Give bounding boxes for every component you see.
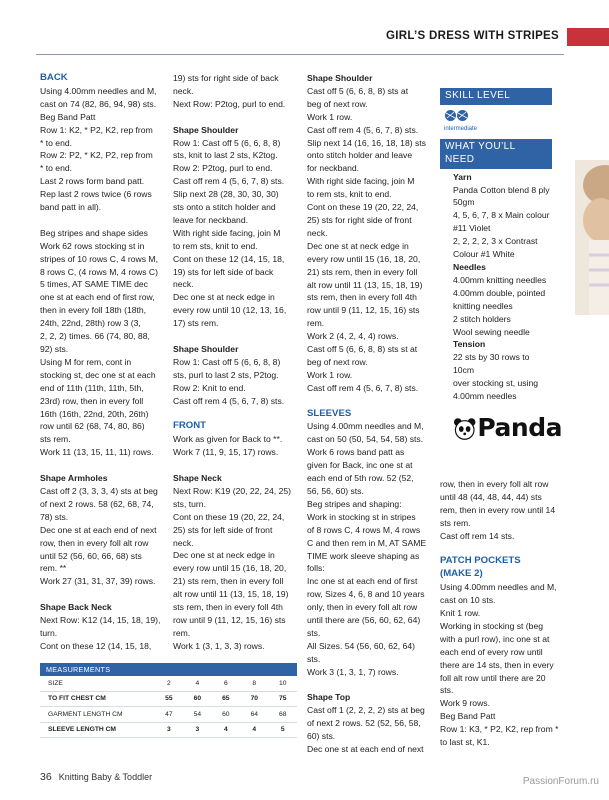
panda-logo-text: Panda: [477, 413, 562, 443]
text-line: sts, knit to last 2 sts, K2tog.: [173, 150, 278, 161]
text-line: 92) sts.: [40, 344, 69, 355]
text-line: Row 1: Cast off 5 (6, 6, 8, 8): [173, 137, 281, 148]
text-line: Work 27 (31, 31, 37, 39) rows.: [40, 576, 156, 587]
text-line: Work 62 rows stocking st in: [40, 240, 145, 251]
text-line: beg of next row.: [307, 98, 368, 109]
text-line: neck.: [173, 85, 194, 96]
text-line: 56, 56, 60) sts.: [307, 485, 364, 496]
text-line: rem, then in every row until 14: [440, 504, 556, 515]
text-line: over stocking st, using: [453, 378, 539, 389]
text-line: then in every foll 18th (18th,: [40, 305, 147, 316]
text-line: Cont on these 19 (20, 22, 24,: [307, 202, 419, 213]
text-line: Working in stocking st (beg: [440, 620, 544, 631]
page-number: 36: [40, 771, 52, 783]
skill-level-indicator: [440, 109, 552, 136]
text-line: 25) sts for left side of front: [173, 524, 273, 535]
text-line: 19) sts for left side of back: [173, 266, 274, 277]
yarn-ball-icon: [444, 109, 470, 122]
text-line: 16th (16th, 22nd, 20th, 26th): [40, 408, 149, 419]
text-line: Next Row: K12 (14, 15, 18, 19),: [40, 615, 161, 626]
text-line: Using 4.00mm needles and M,: [440, 582, 557, 593]
text-line: Cast off 1 (2, 2, 2, 2) sts at beg: [307, 705, 425, 716]
text-line: row, then in every foll alt row: [40, 537, 149, 548]
text-line: Colour #1 White: [453, 249, 515, 260]
text-line: each end of 5th row. 52 (52,: [307, 473, 414, 484]
text-line: 2 stitch holders: [453, 313, 511, 324]
text-line: row until 9 (11, 12, 15, 16) sts: [307, 305, 420, 316]
table-cell: 64: [250, 710, 259, 718]
text-line: Slip next 14 (16, 16, 18, 18) sts: [307, 137, 426, 148]
text-line: C and then rem in M, AT SAME: [307, 537, 427, 548]
text-line: alt row until 11 (13, 15, 18, 19): [307, 279, 423, 290]
text-line: rem. **: [40, 563, 67, 574]
header-accent-block: [567, 28, 609, 46]
subsection-heading: Shape Armholes: [40, 473, 108, 484]
text-line: until 52 (56, 60, 66, 68) sts: [40, 550, 142, 561]
text-line: Cont on these 12 (14, 15, 18,: [173, 253, 285, 264]
text-line: stripes of 10 rows C, 4 rows M,: [40, 253, 158, 264]
text-line: 22 sts by 30 rows to 10cm: [453, 352, 530, 376]
line-gap: [40, 214, 167, 227]
text-line: Cast off 5 (6, 6, 8, 8) sts at: [307, 85, 409, 96]
text-line: 60) sts.: [307, 731, 336, 742]
text-line: * to end.: [40, 163, 73, 174]
text-line: for neckband.: [307, 163, 360, 174]
subsection-heading: Shape Back Neck: [40, 602, 112, 613]
text-line: sts rem, then in every foll 4th: [173, 602, 283, 613]
row-label: TO FIT CHEST CM: [48, 695, 106, 703]
text-line: sts.: [307, 653, 321, 664]
line-gap: [307, 395, 433, 408]
text-line: to last st, K1.: [440, 737, 490, 748]
text-line: Dec one st at neck edge in: [173, 292, 275, 303]
line-gap: [40, 588, 167, 601]
table-cell: 4: [223, 726, 228, 734]
text-line: Cast off rem 4 (5, 6, 7, 8) sts.: [307, 124, 419, 135]
text-line: Cont on these 19 (20, 22, 24,: [173, 511, 285, 522]
text-line: Work 11 (13, 15, 11, 11) rows.: [40, 447, 154, 458]
text-line: TIME work sleeve shaping as: [307, 550, 420, 561]
text-line: Dec one st at each end of next: [307, 744, 424, 755]
measurements-table: [40, 663, 297, 738]
text-line: rem.: [173, 627, 191, 638]
table-row: [40, 692, 297, 708]
text-line: Slip next 28 (28, 30, 30, 30): [173, 189, 279, 200]
text-line: 17) sts rem.: [173, 318, 219, 329]
table-cell: 55: [165, 695, 173, 703]
text-line: Row 2: P2tog, purl to end.: [173, 163, 273, 174]
text-line: of 8 rows C, 4 rows M, 4 rows: [307, 524, 421, 535]
text-line: Last 2 rows form band patt.: [40, 176, 145, 187]
text-line: Using M for rem, cont in: [40, 356, 132, 367]
text-line: each end of every row until: [440, 646, 543, 657]
text-line: Using 4.00mm needles and M,: [307, 421, 424, 432]
text-line: Row 1: K2, * P2, K2, rep from: [40, 124, 153, 135]
line-gap: [173, 330, 299, 343]
subsection-heading: Yarn: [453, 171, 472, 182]
panda-logo: [452, 411, 562, 447]
line-gap: [173, 111, 299, 124]
text-line: alt row until 11 (13, 15, 18, 19): [173, 589, 289, 600]
text-line: neck.: [307, 227, 328, 238]
table-cell: 3: [195, 726, 200, 734]
text-line: of next 2 rows. 58 (62, 68, 74,: [40, 498, 154, 509]
text-line: beg of next row.: [307, 356, 368, 367]
text-line: neck.: [173, 537, 194, 548]
subsection-heading: Shape Shoulder: [173, 124, 239, 135]
text-line: given for Back, inc one st at: [307, 460, 413, 471]
text-line: Inc one st at each end of first: [307, 576, 418, 587]
text-line: rem.: [307, 318, 325, 329]
text-line: Cast off rem 4 (5, 6, 7, 8) sts.: [307, 382, 419, 393]
text-line: sts.: [307, 627, 321, 638]
text-line: band patt in all).: [40, 202, 102, 213]
table-cell: 8: [252, 679, 257, 687]
text-line: row until 9 (11, 12, 15, 16) sts: [173, 615, 286, 625]
line-gap: [173, 408, 299, 421]
table-cell: 68: [279, 710, 287, 718]
text-line: Cont on these 12 (14, 15, 18,: [40, 640, 152, 651]
text-line: Dec one st at each end of next: [40, 524, 157, 535]
text-line: * to end.: [40, 137, 73, 148]
text-line: Rep last 2 rows twice (6 rows: [40, 189, 152, 200]
text-line: Cast off rem 4 (5, 6, 7, 8) sts.: [173, 395, 285, 406]
text-line: folls:: [307, 563, 325, 574]
text-line: foll alt row until there are 20: [440, 672, 546, 683]
text-line: sts onto a stitch holder and: [173, 202, 276, 213]
table-cell: 54: [193, 710, 202, 718]
text-line: with a purl row), inc one st at: [440, 633, 550, 644]
text-line: end of 11th (11th, 11th, 5th,: [40, 382, 144, 393]
column-4: [440, 478, 564, 749]
text-line: 2, 2, 2) times. 66 (74, 80, 88,: [40, 331, 150, 342]
subsection-heading: Shape Shoulder: [173, 344, 239, 354]
page-footer: [40, 771, 152, 783]
garment-photo-edge: [575, 160, 609, 315]
text-line: 4.00mm double, pointed: [453, 287, 546, 298]
text-line: turn.: [40, 627, 58, 638]
text-line: 4.00mm needles: [453, 391, 517, 402]
page-title: GIRL’S DRESS WITH STRIPES: [386, 30, 559, 42]
text-line: Beg Band Patt: [40, 111, 96, 122]
table-cell: 4: [252, 726, 257, 734]
text-line: All Sizes. 54 (56, 60, 62, 64): [307, 640, 415, 651]
text-line: Row 2: P2, * K2, P2, rep from: [40, 150, 153, 161]
text-line: sts, purl to last 2 sts, P2tog.: [173, 369, 279, 380]
measurements-title: MEASUREMENTS: [40, 663, 297, 676]
text-line: Work in stocking st in stripes: [307, 511, 416, 522]
section-heading: FRONT: [173, 420, 207, 432]
text-line: every row until 10 (12, 13, 16,: [173, 305, 287, 316]
text-line: Beg Band Patt: [440, 711, 496, 722]
section-heading: SLEEVES: [307, 407, 352, 419]
text-line: to rem sts, knit to end.: [307, 189, 392, 200]
table-cell: 5: [280, 726, 285, 734]
text-line: knitting needles: [453, 300, 513, 311]
text-line: until 48 (44, 48, 44, 44) sts: [440, 491, 542, 502]
skill-level-label: intermediate: [444, 125, 478, 132]
text-line: 23rd) row, then in every foll: [40, 395, 144, 406]
table-row: [40, 676, 297, 692]
column-2: [173, 72, 299, 653]
text-line: 50gm: [453, 197, 475, 208]
table-cell: 60: [222, 710, 230, 718]
text-line: sts rem, then in every foll 4th: [307, 292, 417, 303]
text-line: Cast off 5 (6, 6, 8, 8) sts st at: [307, 344, 418, 355]
text-line: Row 1: Cast off 5 (6, 6, 8, 8): [173, 356, 281, 367]
panda-icon: [452, 416, 477, 442]
line-gap: [173, 459, 299, 472]
text-line: sts.: [440, 685, 454, 696]
text-line: Cast off rem 4 (5, 6, 7, 8) sts.: [173, 176, 285, 187]
table-row: [40, 707, 297, 723]
text-line: 4.00mm knitting needles: [453, 274, 547, 285]
what-you-need-heading: WHAT YOU’LL NEED: [440, 139, 552, 169]
text-line: row, then in every foll alt row: [440, 479, 549, 489]
text-line: sts rem.: [40, 434, 71, 445]
text-line: Work as given for Back to **.: [173, 434, 283, 445]
text-line: Beg stripes and shaping:: [307, 498, 402, 509]
text-line: Work 6 rows band patt as: [307, 447, 405, 458]
text-line: Next Row: K19 (20, 22, 24, 25): [173, 485, 291, 496]
text-line: cast on 74 (82, 86, 94, 98) sts.: [40, 98, 157, 109]
text-line: sts, turn.: [173, 498, 206, 509]
sidebar: [440, 88, 562, 447]
text-line: 21) sts rem, then in every foll: [307, 266, 418, 277]
text-line: 5 times, AT SAME TIME dec: [40, 279, 148, 290]
text-line: every row until 15 (16, 18, 20,: [307, 253, 421, 264]
table-cell: 60: [193, 695, 202, 703]
subsection-heading: Needles: [453, 261, 486, 272]
text-line: cast on 10 sts.: [440, 595, 496, 606]
row-label: SLEEVE LENGTH CM: [48, 726, 116, 734]
text-line: Cast off rem 14 sts.: [440, 530, 515, 541]
text-line: Work 2 (4, 2, 4, 4) rows.: [307, 331, 399, 342]
section-heading: BACK: [40, 72, 68, 83]
text-line: Row 2: Knit to end.: [173, 382, 246, 393]
section-heading: PATCH POCKETS: [440, 555, 521, 567]
table-cell: 6: [223, 679, 228, 687]
table-cell: 10: [279, 679, 287, 687]
magazine-name: Knitting Baby & Toddler: [58, 772, 153, 782]
text-line: Wool sewing needle: [453, 326, 530, 337]
text-line: there are 14 sts, then in every: [440, 659, 554, 670]
text-line: every row until 15 (16, 18, 20,: [173, 563, 287, 574]
text-line: 21) sts rem, then in every foll: [173, 576, 284, 587]
text-line: With right side facing, join M: [307, 176, 415, 187]
table-cell: 2: [166, 679, 171, 687]
text-line: Work 1 row.: [307, 369, 353, 380]
text-line: Work 7 (11, 9, 15, 17) rows.: [173, 447, 279, 458]
text-line: Cast off 2 (3, 3, 3, 4) sts at beg: [40, 485, 158, 496]
header-divider: [36, 54, 564, 55]
text-line: stocking st, dec one st at each: [40, 369, 156, 380]
table-cell: 70: [250, 695, 259, 703]
text-line: Dec one st at neck edge in: [173, 550, 275, 561]
text-line: 2, 2, 2, 2, 3 x Contrast: [453, 236, 538, 247]
watermark: PassionForum.ru: [522, 776, 599, 787]
section-heading: (MAKE 2): [440, 568, 483, 580]
line-gap: [307, 679, 433, 692]
table-row: [40, 723, 297, 739]
text-line: only, then in every foll alt row: [307, 602, 418, 613]
text-line: #11 Violet: [453, 223, 491, 234]
subsection-heading: Shape Neck: [173, 473, 222, 484]
column-3: [307, 72, 433, 756]
text-line: 25) sts for right side of front: [307, 214, 412, 225]
text-line: Row 1: K3, * P2, K2, rep from *: [440, 724, 559, 735]
text-line: Work 9 rows.: [440, 698, 490, 709]
text-line: Work 1 (3, 1, 3, 3) rows.: [173, 640, 265, 651]
text-line: cast on 50 (50, 54, 54, 58) sts.: [307, 434, 424, 445]
subsection-heading: Shape Top: [307, 692, 351, 703]
text-line: sts rem.: [440, 517, 471, 528]
subsection-heading: Shape Shoulder: [307, 73, 373, 83]
text-line: neck.: [173, 279, 194, 290]
table-cell: 65: [222, 695, 230, 703]
text-line: one st at each end of first row,: [40, 292, 155, 303]
text-line: leave for neckband.: [173, 214, 249, 225]
text-line: 8 rows C, (4 rows M, 4 rows C): [40, 266, 158, 277]
skill-level-heading: SKILL LEVEL: [440, 88, 552, 105]
text-line: Knit 1 row.: [440, 608, 481, 619]
text-line: row, Sizes 4, 6, 8 and 10 years: [307, 589, 425, 600]
text-line: of next 2 rows. 52 (52, 56, 58,: [307, 718, 421, 729]
text-line: Dec one st at neck edge in: [307, 240, 409, 251]
line-gap: [40, 459, 167, 472]
text-line: 19) sts for right side of back: [173, 73, 279, 83]
table-cell: 47: [165, 710, 173, 718]
table-cell: 3: [166, 726, 171, 734]
text-line: to rem sts, knit to end.: [173, 240, 258, 251]
text-line: Work 3 (1, 3, 1, 7) rows.: [307, 666, 399, 677]
subsection-heading: Tension: [453, 339, 486, 350]
text-line: row until 62 (68, 74, 80, 86): [40, 421, 145, 432]
table-cell: 4: [195, 679, 200, 687]
text-line: until there are (56, 60, 62, 64): [307, 615, 421, 626]
text-line: Next Row: P2tog, purl to end.: [173, 98, 286, 109]
text-line: 4, 5, 6, 7, 8 x Main colour: [453, 210, 550, 221]
text-line: Beg stripes and shape sides: [40, 227, 148, 238]
garment-photo: [575, 160, 609, 315]
text-line: Using 4.00mm needles and M,: [40, 85, 157, 96]
row-label: SIZE: [48, 679, 63, 687]
column-1: [40, 72, 167, 653]
table-cell: 75: [279, 695, 287, 703]
text-line: Panda Cotton blend 8 ply: [453, 184, 550, 195]
row-label: GARMENT LENGTH CM: [48, 710, 123, 718]
text-line: 24th, 22nd, 28th) row 3 (3,: [40, 318, 141, 329]
line-gap: [440, 543, 564, 556]
text-line: With right side facing, join M: [173, 227, 281, 238]
text-line: Work 1 row.: [307, 111, 353, 122]
text-line: 78) sts.: [40, 511, 69, 522]
text-line: onto stitch holder and leave: [307, 150, 413, 161]
materials-list: [440, 171, 552, 403]
